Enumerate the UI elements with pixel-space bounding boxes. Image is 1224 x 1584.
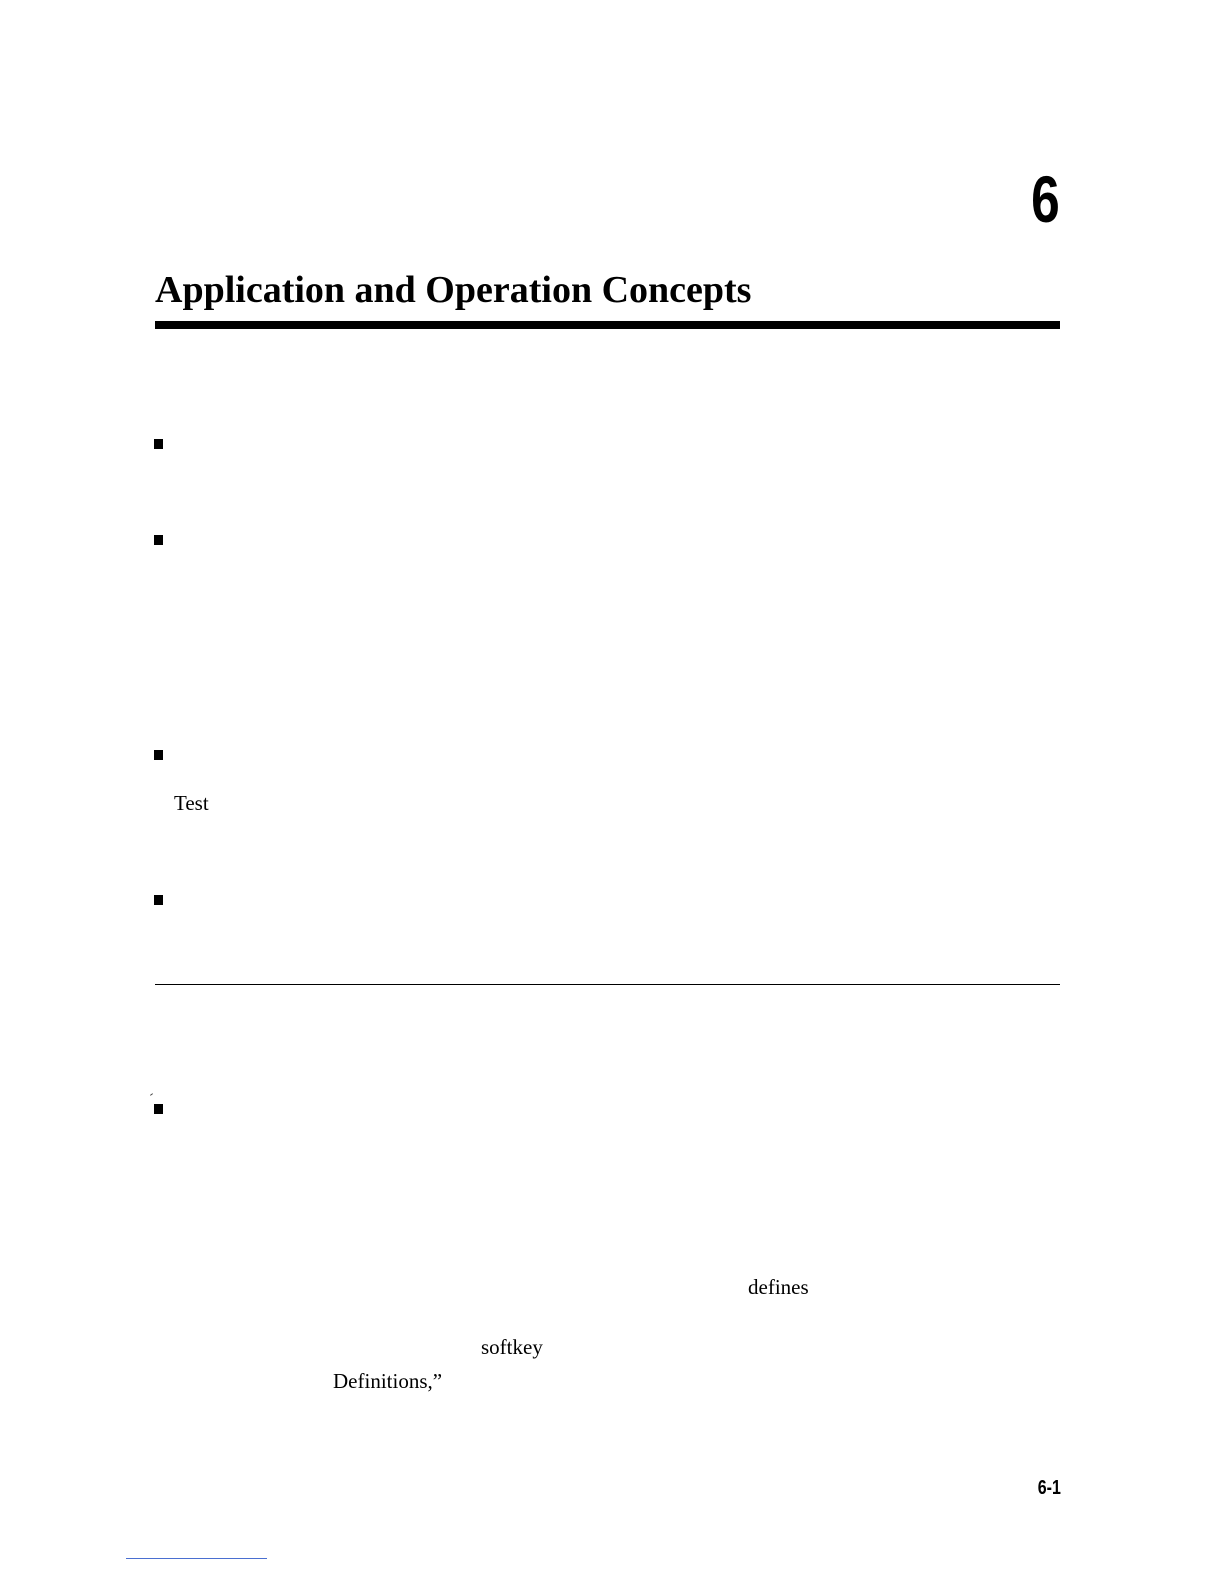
bullet-marker (154, 1104, 163, 1114)
bullet-marker (154, 535, 163, 545)
bullet-marker (154, 895, 163, 905)
bullet-marker (154, 439, 163, 449)
chapter-title: Application and Operation Concepts (155, 269, 752, 311)
text-fragment-defines: defines (748, 1275, 809, 1299)
bullet-marker (154, 750, 163, 760)
section-divider (155, 984, 1060, 985)
footer-link-underline[interactable] (126, 1558, 267, 1559)
chapter-number: 6 (1031, 162, 1060, 236)
text-fragment-test: Test (174, 791, 209, 815)
title-rule (155, 321, 1060, 329)
scan-mark (150, 1093, 153, 1096)
page-number: 6-1 (1037, 1477, 1061, 1499)
text-fragment-definitions: Definitions,” (333, 1369, 443, 1393)
text-fragment-softkey: softkey (481, 1335, 543, 1359)
